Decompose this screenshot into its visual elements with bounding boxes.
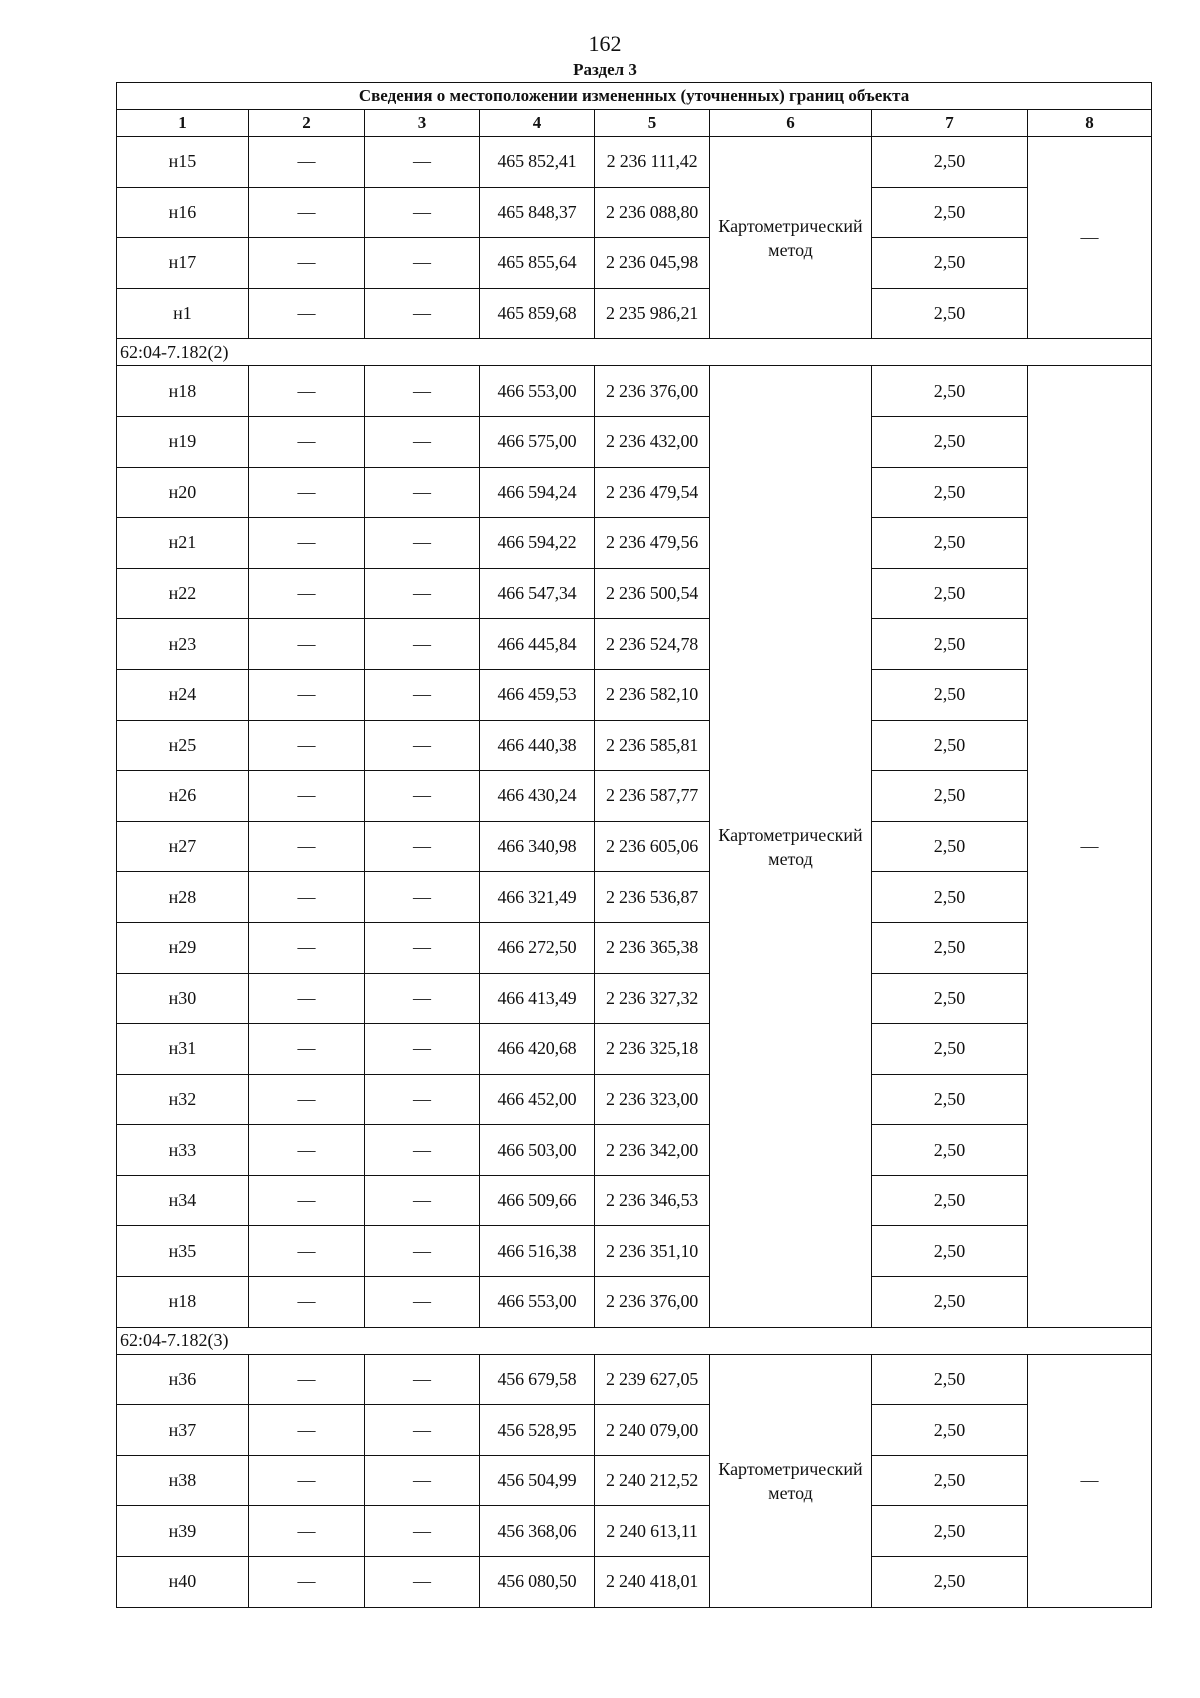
y-coordinate-cell: 2 236 111,42 xyxy=(595,137,710,188)
table-row xyxy=(117,416,1152,467)
table-row xyxy=(117,238,1152,289)
accuracy-cell: 2,50 xyxy=(872,1455,1028,1506)
accuracy-cell: 2,50 xyxy=(872,238,1028,289)
col3-cell: — xyxy=(365,973,480,1024)
table-row xyxy=(117,771,1152,822)
table-row xyxy=(117,1175,1152,1226)
x-coordinate-cell: 466 459,53 xyxy=(480,669,595,720)
col2-cell: — xyxy=(249,1175,365,1226)
col3-cell: — xyxy=(365,619,480,670)
x-coordinate-cell: 456 679,58 xyxy=(480,1354,595,1405)
point-name-cell: н33 xyxy=(117,1125,249,1176)
column-header: 5 xyxy=(595,110,710,137)
accuracy-cell: 2,50 xyxy=(872,872,1028,923)
col2-cell: — xyxy=(249,1074,365,1125)
col2-cell: — xyxy=(249,1506,365,1557)
col3-cell: — xyxy=(365,821,480,872)
y-coordinate-cell: 2 236 582,10 xyxy=(595,669,710,720)
col2-cell: — xyxy=(249,518,365,569)
table-title: Сведения о местоположении измененных (уточненных) границ объекта xyxy=(117,83,1152,110)
accuracy-cell: 2,50 xyxy=(872,619,1028,670)
point-name-cell: н34 xyxy=(117,1175,249,1226)
table-row xyxy=(117,973,1152,1024)
accuracy-cell: 2,50 xyxy=(872,1175,1028,1226)
table-row xyxy=(117,137,1152,188)
col3-cell: — xyxy=(365,872,480,923)
y-coordinate-cell: 2 236 536,87 xyxy=(595,872,710,923)
accuracy-cell: 2,50 xyxy=(872,1557,1028,1608)
col2-cell: — xyxy=(249,467,365,518)
point-name-cell: н36 xyxy=(117,1354,249,1405)
col3-cell: — xyxy=(365,568,480,619)
col3-cell: — xyxy=(365,238,480,289)
y-coordinate-cell: 2 240 418,01 xyxy=(595,1557,710,1608)
col2-cell: — xyxy=(249,973,365,1024)
col3-cell: — xyxy=(365,288,480,339)
point-name-cell: н21 xyxy=(117,518,249,569)
y-coordinate-cell: 2 236 327,32 xyxy=(595,973,710,1024)
table-row xyxy=(117,1277,1152,1328)
col3-cell: — xyxy=(365,1506,480,1557)
accuracy-cell: 2,50 xyxy=(872,821,1028,872)
y-coordinate-cell: 2 236 323,00 xyxy=(595,1074,710,1125)
accuracy-cell: 2,50 xyxy=(872,288,1028,339)
table-row xyxy=(117,467,1152,518)
x-coordinate-cell: 466 445,84 xyxy=(480,619,595,670)
col3-cell: — xyxy=(365,1455,480,1506)
y-coordinate-cell: 2 236 045,98 xyxy=(595,238,710,289)
y-coordinate-cell: 2 236 500,54 xyxy=(595,568,710,619)
y-coordinate-cell: 2 235 986,21 xyxy=(595,288,710,339)
method-cell: Картометрический метод xyxy=(710,366,872,1327)
method-cell: Картометрический метод xyxy=(710,137,872,339)
x-coordinate-cell: 466 594,24 xyxy=(480,467,595,518)
accuracy-cell: 2,50 xyxy=(872,1277,1028,1328)
accuracy-cell: 2,50 xyxy=(872,568,1028,619)
y-coordinate-cell: 2 236 585,81 xyxy=(595,720,710,771)
point-name-cell: н19 xyxy=(117,416,249,467)
col3-cell: — xyxy=(365,1024,480,1075)
coordinates-table xyxy=(116,82,1152,1608)
table-row xyxy=(117,669,1152,720)
x-coordinate-cell: 466 553,00 xyxy=(480,1277,595,1328)
table-row xyxy=(117,1125,1152,1176)
point-name-cell: н39 xyxy=(117,1506,249,1557)
x-coordinate-cell: 456 528,95 xyxy=(480,1405,595,1456)
accuracy-cell: 2,50 xyxy=(872,1125,1028,1176)
point-name-cell: н26 xyxy=(117,771,249,822)
table-row xyxy=(117,1455,1152,1506)
table-row xyxy=(117,366,1152,417)
point-name-cell: н24 xyxy=(117,669,249,720)
col2-cell: — xyxy=(249,720,365,771)
col3-cell: — xyxy=(365,416,480,467)
y-coordinate-cell: 2 236 479,56 xyxy=(595,518,710,569)
table-row xyxy=(117,922,1152,973)
y-coordinate-cell: 2 236 351,10 xyxy=(595,1226,710,1277)
col2-cell: — xyxy=(249,872,365,923)
table-row xyxy=(117,872,1152,923)
col3-cell: — xyxy=(365,771,480,822)
y-coordinate-cell: 2 236 376,00 xyxy=(595,1277,710,1328)
column-header: 2 xyxy=(249,110,365,137)
x-coordinate-cell: 466 503,00 xyxy=(480,1125,595,1176)
col2-cell: — xyxy=(249,669,365,720)
col3-cell: — xyxy=(365,137,480,188)
point-name-cell: н27 xyxy=(117,821,249,872)
column-header: 1 xyxy=(117,110,249,137)
accuracy-cell: 2,50 xyxy=(872,720,1028,771)
col2-cell: — xyxy=(249,1405,365,1456)
accuracy-cell: 2,50 xyxy=(872,922,1028,973)
y-coordinate-cell: 2 236 325,18 xyxy=(595,1024,710,1075)
accuracy-cell: 2,50 xyxy=(872,1354,1028,1405)
table-row xyxy=(117,619,1152,670)
accuracy-cell: 2,50 xyxy=(872,137,1028,188)
accuracy-cell: 2,50 xyxy=(872,669,1028,720)
col8-cell: — xyxy=(1028,1354,1152,1607)
column-header: 8 xyxy=(1028,110,1152,137)
x-coordinate-cell: 466 509,66 xyxy=(480,1175,595,1226)
y-coordinate-cell: 2 239 627,05 xyxy=(595,1354,710,1405)
point-name-cell: н16 xyxy=(117,187,249,238)
method-cell: Картометрический метод xyxy=(710,1354,872,1607)
accuracy-cell: 2,50 xyxy=(872,1226,1028,1277)
column-header: 6 xyxy=(710,110,872,137)
x-coordinate-cell: 465 855,64 xyxy=(480,238,595,289)
col3-cell: — xyxy=(365,720,480,771)
point-name-cell: н28 xyxy=(117,872,249,923)
y-coordinate-cell: 2 240 079,00 xyxy=(595,1405,710,1456)
col2-cell: — xyxy=(249,821,365,872)
point-name-cell: н40 xyxy=(117,1557,249,1608)
accuracy-cell: 2,50 xyxy=(872,1074,1028,1125)
col3-cell: — xyxy=(365,1277,480,1328)
x-coordinate-cell: 466 516,38 xyxy=(480,1226,595,1277)
point-name-cell: н37 xyxy=(117,1405,249,1456)
column-header: 4 xyxy=(480,110,595,137)
col3-cell: — xyxy=(365,1226,480,1277)
y-coordinate-cell: 2 236 587,77 xyxy=(595,771,710,822)
col8-cell: — xyxy=(1028,366,1152,1327)
x-coordinate-cell: 466 430,24 xyxy=(480,771,595,822)
point-name-cell: н35 xyxy=(117,1226,249,1277)
point-name-cell: н29 xyxy=(117,922,249,973)
col3-cell: — xyxy=(365,1175,480,1226)
column-header: 7 xyxy=(872,110,1028,137)
page-number: 162 xyxy=(588,31,622,56)
point-name-cell: н1 xyxy=(117,288,249,339)
y-coordinate-cell: 2 236 376,00 xyxy=(595,366,710,417)
col2-cell: — xyxy=(249,922,365,973)
col3-cell: — xyxy=(365,1354,480,1405)
col3-cell: — xyxy=(365,518,480,569)
col2-cell: — xyxy=(249,137,365,188)
column-header: 3 xyxy=(365,110,480,137)
table-row xyxy=(117,1354,1152,1405)
accuracy-cell: 2,50 xyxy=(872,973,1028,1024)
x-coordinate-cell: 466 594,22 xyxy=(480,518,595,569)
point-name-cell: н23 xyxy=(117,619,249,670)
y-coordinate-cell: 2 236 605,06 xyxy=(595,821,710,872)
point-name-cell: н25 xyxy=(117,720,249,771)
point-name-cell: н18 xyxy=(117,1277,249,1328)
table-row xyxy=(117,1405,1152,1456)
point-name-cell: н31 xyxy=(117,1024,249,1075)
y-coordinate-cell: 2 236 524,78 xyxy=(595,619,710,670)
accuracy-cell: 2,50 xyxy=(872,1024,1028,1075)
col2-cell: — xyxy=(249,366,365,417)
col2-cell: — xyxy=(249,1125,365,1176)
col2-cell: — xyxy=(249,1557,365,1608)
col3-cell: — xyxy=(365,366,480,417)
col2-cell: — xyxy=(249,619,365,670)
x-coordinate-cell: 466 272,50 xyxy=(480,922,595,973)
point-name-cell: н30 xyxy=(117,973,249,1024)
accuracy-cell: 2,50 xyxy=(872,1506,1028,1557)
x-coordinate-cell: 465 848,37 xyxy=(480,187,595,238)
x-coordinate-cell: 466 340,98 xyxy=(480,821,595,872)
x-coordinate-cell: 456 080,50 xyxy=(480,1557,595,1608)
col3-cell: — xyxy=(365,1405,480,1456)
table-row xyxy=(117,518,1152,569)
col2-cell: — xyxy=(249,1024,365,1075)
col3-cell: — xyxy=(365,187,480,238)
col2-cell: — xyxy=(249,1226,365,1277)
table-row xyxy=(117,1557,1152,1608)
group-label-row xyxy=(117,1327,1152,1354)
table-row xyxy=(117,568,1152,619)
col3-cell: — xyxy=(365,669,480,720)
accuracy-cell: 2,50 xyxy=(872,187,1028,238)
group-label-row xyxy=(117,339,1152,366)
x-coordinate-cell: 466 575,00 xyxy=(480,416,595,467)
x-coordinate-cell: 466 413,49 xyxy=(480,973,595,1024)
col2-cell: — xyxy=(249,416,365,467)
accuracy-cell: 2,50 xyxy=(872,366,1028,417)
table-row xyxy=(117,1226,1152,1277)
table-row xyxy=(117,1024,1152,1075)
parcel-label: 62:04-7.182(3) xyxy=(117,1327,1152,1354)
table-row xyxy=(117,1506,1152,1557)
col2-cell: — xyxy=(249,1354,365,1405)
y-coordinate-cell: 2 240 212,52 xyxy=(595,1455,710,1506)
y-coordinate-cell: 2 236 088,80 xyxy=(595,187,710,238)
col8-cell: — xyxy=(1028,137,1152,339)
table-row xyxy=(117,187,1152,238)
y-coordinate-cell: 2 236 479,54 xyxy=(595,467,710,518)
table-row xyxy=(117,720,1152,771)
y-coordinate-cell: 2 240 613,11 xyxy=(595,1506,710,1557)
point-name-cell: н22 xyxy=(117,568,249,619)
col3-cell: — xyxy=(365,1557,480,1608)
y-coordinate-cell: 2 236 365,38 xyxy=(595,922,710,973)
point-name-cell: н17 xyxy=(117,238,249,289)
col2-cell: — xyxy=(249,1455,365,1506)
table-row xyxy=(117,288,1152,339)
x-coordinate-cell: 466 440,38 xyxy=(480,720,595,771)
col2-cell: — xyxy=(249,288,365,339)
accuracy-cell: 2,50 xyxy=(872,518,1028,569)
col2-cell: — xyxy=(249,568,365,619)
col3-cell: — xyxy=(365,922,480,973)
x-coordinate-cell: 456 504,99 xyxy=(480,1455,595,1506)
y-coordinate-cell: 2 236 432,00 xyxy=(595,416,710,467)
col3-cell: — xyxy=(365,1074,480,1125)
column-number-row xyxy=(117,110,1152,137)
col2-cell: — xyxy=(249,187,365,238)
y-coordinate-cell: 2 236 342,00 xyxy=(595,1125,710,1176)
x-coordinate-cell: 466 420,68 xyxy=(480,1024,595,1075)
x-coordinate-cell: 466 553,00 xyxy=(480,366,595,417)
col2-cell: — xyxy=(249,1277,365,1328)
accuracy-cell: 2,50 xyxy=(872,416,1028,467)
point-name-cell: н32 xyxy=(117,1074,249,1125)
table-row xyxy=(117,821,1152,872)
accuracy-cell: 2,50 xyxy=(872,1405,1028,1456)
point-name-cell: н20 xyxy=(117,467,249,518)
col2-cell: — xyxy=(249,238,365,289)
x-coordinate-cell: 466 452,00 xyxy=(480,1074,595,1125)
col3-cell: — xyxy=(365,1125,480,1176)
point-name-cell: н38 xyxy=(117,1455,249,1506)
x-coordinate-cell: 465 859,68 xyxy=(480,288,595,339)
parcel-label: 62:04-7.182(2) xyxy=(117,339,1152,366)
accuracy-cell: 2,50 xyxy=(872,771,1028,822)
x-coordinate-cell: 466 321,49 xyxy=(480,872,595,923)
x-coordinate-cell: 466 547,34 xyxy=(480,568,595,619)
table-row xyxy=(117,1074,1152,1125)
y-coordinate-cell: 2 236 346,53 xyxy=(595,1175,710,1226)
col2-cell: — xyxy=(249,771,365,822)
point-name-cell: н15 xyxy=(117,137,249,188)
table-title-row xyxy=(117,83,1152,110)
x-coordinate-cell: 456 368,06 xyxy=(480,1506,595,1557)
accuracy-cell: 2,50 xyxy=(872,467,1028,518)
col3-cell: — xyxy=(365,467,480,518)
section-title: Раздел 3 xyxy=(573,60,637,79)
x-coordinate-cell: 465 852,41 xyxy=(480,137,595,188)
point-name-cell: н18 xyxy=(117,366,249,417)
